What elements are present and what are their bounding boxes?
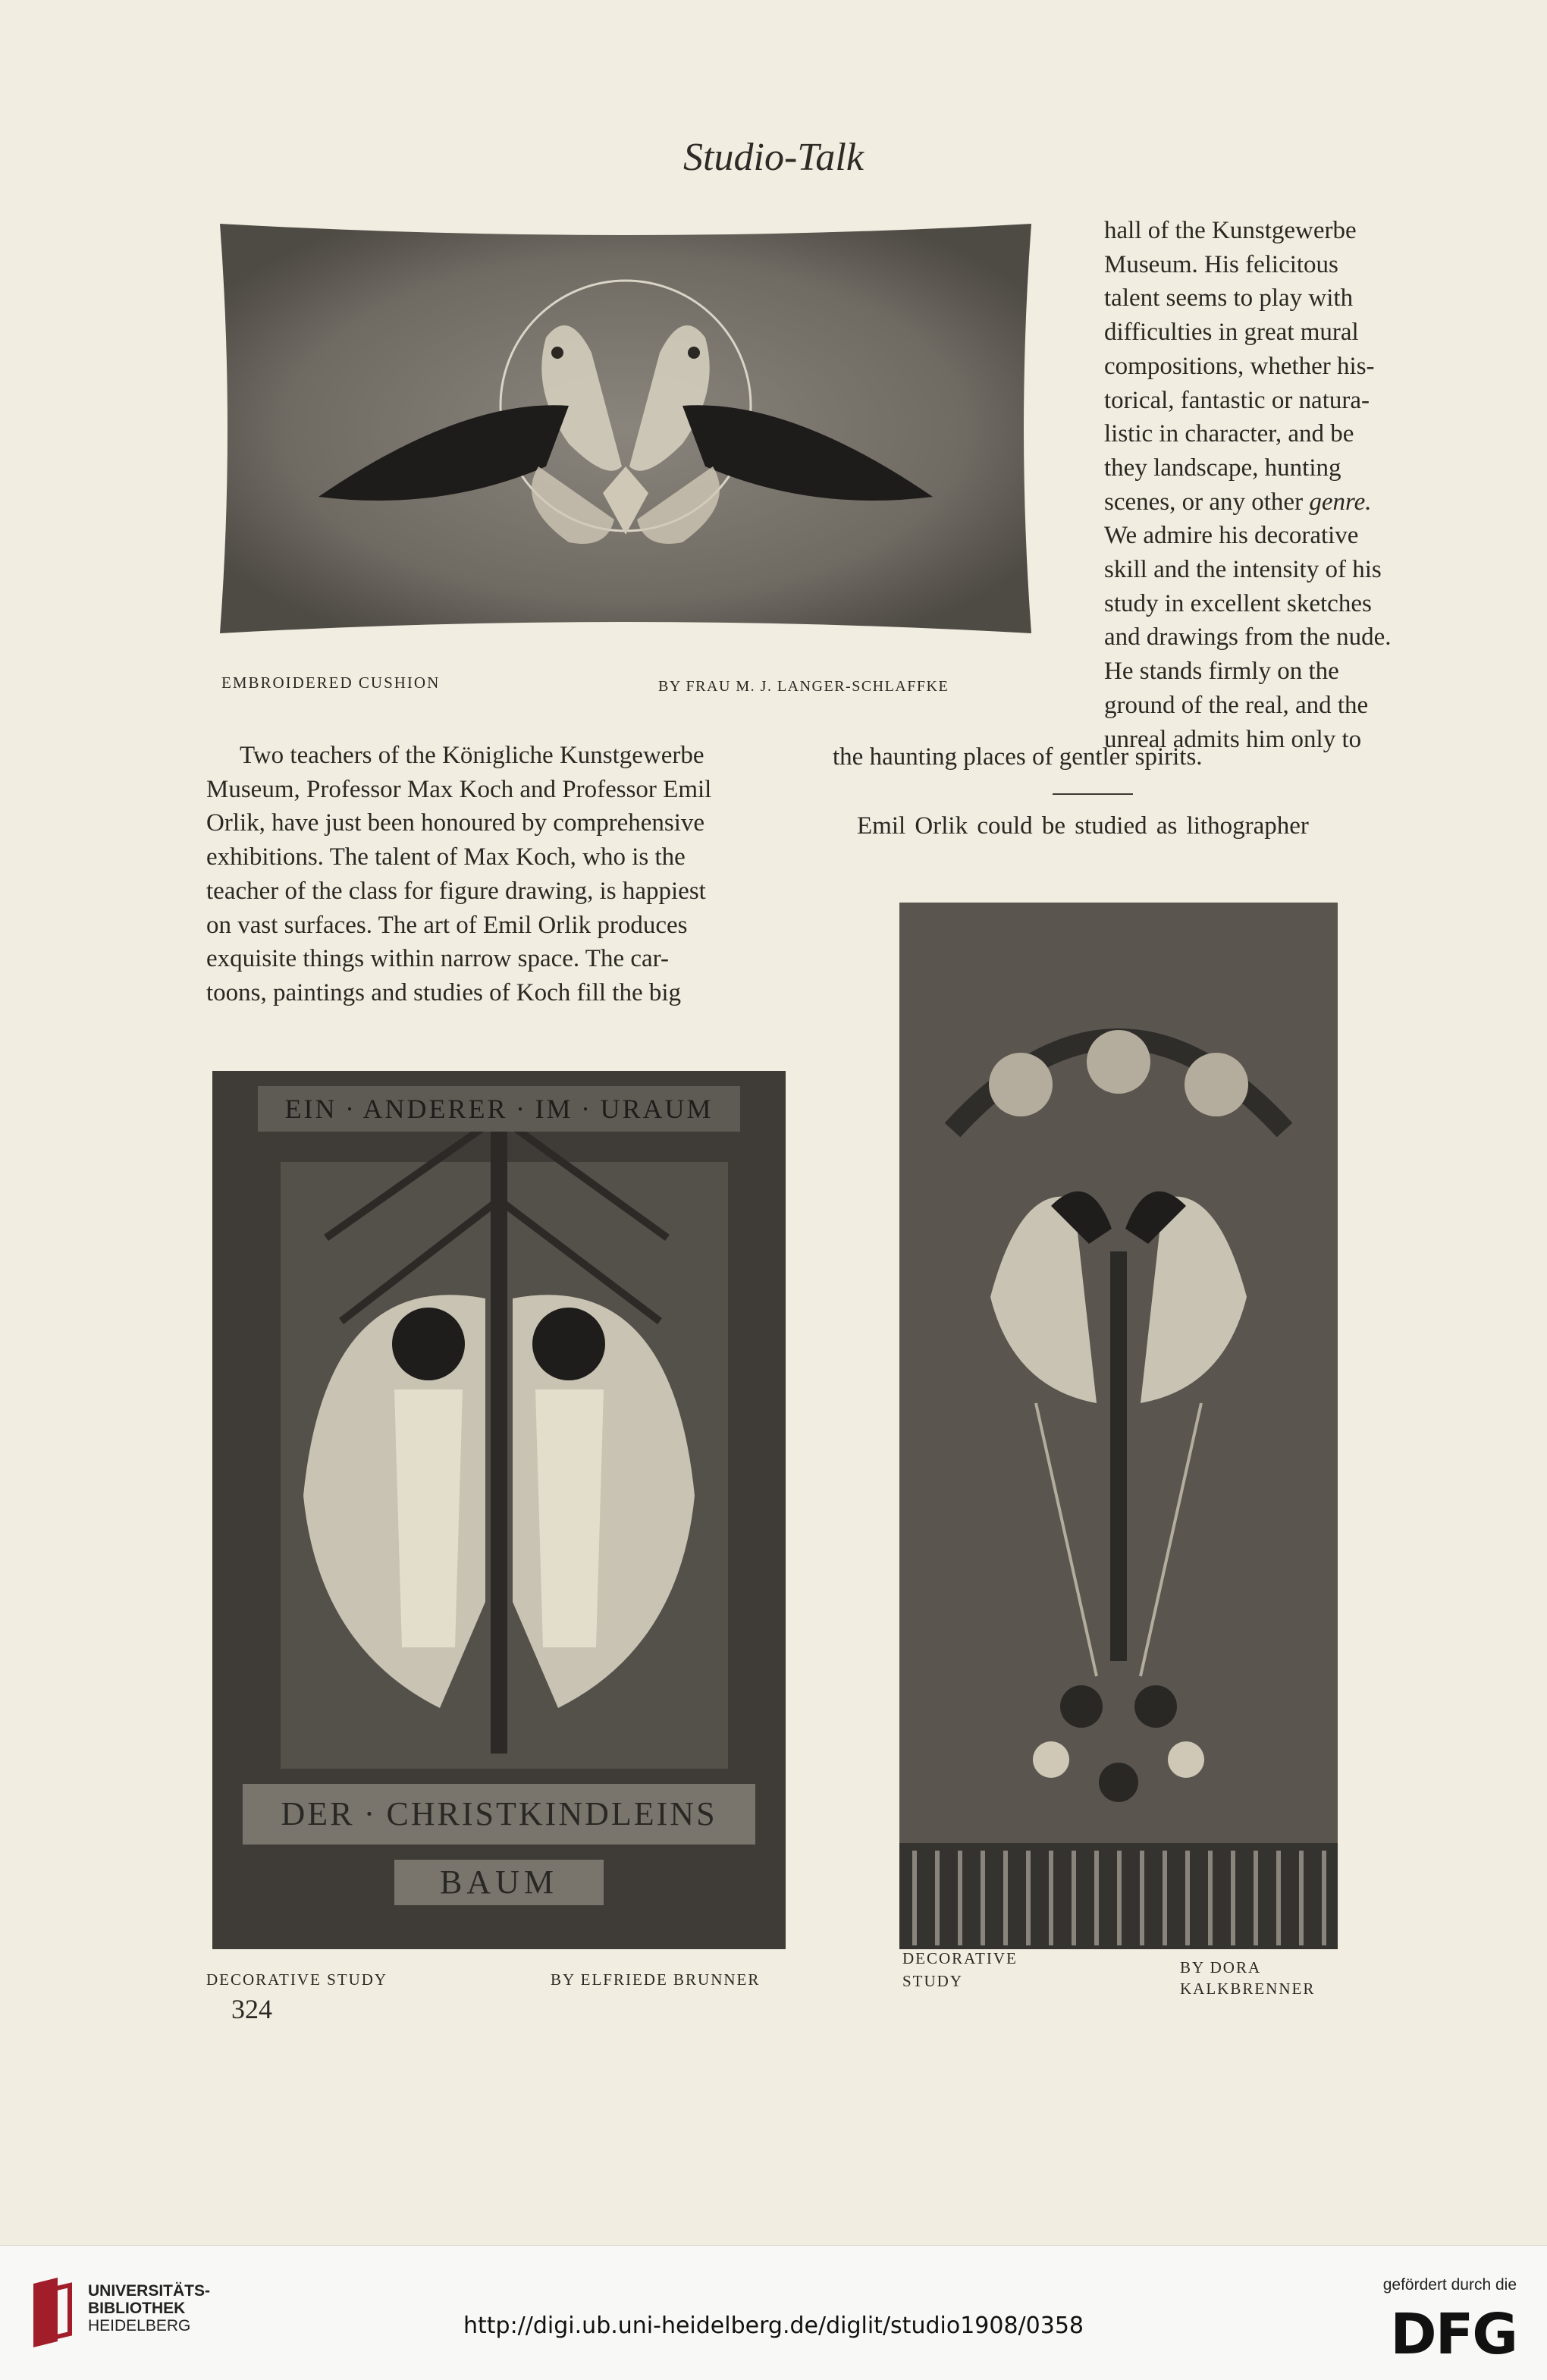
text-line: on vast surfaces. The art of Emil Orlik produces [206, 911, 688, 939]
caption-cushion-right: BY FRAU M. J. LANGER-SCHLAFFKE [658, 678, 949, 695]
banner-top-lettering: EIN ∙ ANDERER ∙ IM ∙ URAUM [284, 1094, 714, 1124]
library-logo-icon [30, 2276, 79, 2349]
permalink-url[interactable]: http://digi.ub.uni-heidelberg.de/diglit/studio1908/0358 [463, 2312, 1084, 2339]
funding-note: gefördert durch die [1382, 2276, 1517, 2294]
text-line: torical, fantastic or natura- [1104, 386, 1370, 414]
text-line: they landscape, hunting [1104, 454, 1341, 482]
text-line-indent: Two teachers of the Königliche Kunstgewerbe [240, 742, 704, 769]
caption-kalkbrenner-right-2: KALKBRENNER [1180, 1980, 1316, 1998]
genre-lead: scenes, or any other [1104, 488, 1310, 516]
genre-italic: genre. [1309, 488, 1372, 516]
running-head: Studio-Talk [683, 136, 864, 179]
text-line: listic in character, and be [1104, 420, 1354, 448]
text-line: toons, paintings and studies of Koch fill the big [206, 978, 682, 1006]
text-line: Museum, Professor Max Koch and Professor Emil [206, 775, 712, 803]
caption-brunner-right: BY ELFRIEDE BRUNNER [551, 1970, 761, 1989]
text-line: compositions, whether his- [1104, 352, 1375, 380]
library-name-line: UNIVERSITÄTS- [88, 2282, 211, 2300]
caption-brunner-left: DECORATIVE STUDY [206, 1970, 388, 1989]
plate-embroidered-cushion [212, 216, 1039, 641]
text-line: ground of the real, and the [1104, 691, 1369, 719]
library-name-line: HEIDELBERG [88, 2317, 191, 2334]
brunner-illustration [212, 1071, 786, 1949]
caption-kalkbrenner-left-2: STUDY [902, 1972, 964, 1990]
page-number: 324 [231, 1994, 272, 2024]
left-column [206, 739, 798, 1010]
text-line: Orlik, have just been honoured by comprehensive [206, 809, 705, 837]
caption-kalkbrenner-right-1: BY DORA [1180, 1958, 1262, 1977]
plate-kalkbrenner-decorative-study [899, 903, 1338, 1949]
text-line: He stands firmly on the [1104, 658, 1339, 686]
text-line: exquisite things within narrow space. The car- [206, 945, 669, 973]
banner-bottom-lettering: DER ∙ CHRISTKINDLEINS [281, 1795, 717, 1832]
library-name-line: BIBLIOTHEK [88, 2300, 186, 2317]
dfg-logo: DFG [1390, 2302, 1517, 2367]
caption-cushion-left: EMBROIDERED CUSHION [221, 673, 441, 692]
caption-kalkbrenner-left-1: DECORATIVE [902, 1949, 1018, 1967]
text-line-genre [1104, 485, 1418, 520]
library-name [88, 2282, 210, 2334]
digitization-footer [0, 2245, 1547, 2380]
cushion-illustration [212, 216, 1039, 641]
text-line: teacher of the class for figure drawing, is happiest [206, 877, 706, 905]
text-line: difficulties in great mural [1104, 319, 1359, 347]
section-divider [1053, 793, 1133, 795]
text-line: We admire his decorative [1104, 522, 1359, 550]
text-line: hall of the Kunstgewerbe [1104, 217, 1357, 244]
kalkbrenner-illustration [899, 903, 1338, 1949]
text-line: and drawings from the nude. [1104, 623, 1392, 652]
text-line: unreal admits him only to [1104, 725, 1362, 753]
right-column-top [1104, 214, 1418, 756]
right-column-orlik: Emil Orlik could be studied as lithographer [857, 812, 1309, 840]
right-column-last-line: the haunting places of gentler spirits. [833, 743, 1203, 771]
text-line: exhibitions. The talent of Max Koch, who is the [206, 843, 686, 871]
text-line: Museum. His felicitous [1104, 250, 1338, 278]
text-line: study in excellent sketches [1104, 589, 1372, 617]
plate-brunner-decorative-study [212, 1071, 786, 1949]
text-line: talent seems to play with [1104, 284, 1354, 312]
banner-base-lettering: BAUM [439, 1863, 559, 1901]
text-line: skill and the intensity of his [1104, 556, 1382, 584]
